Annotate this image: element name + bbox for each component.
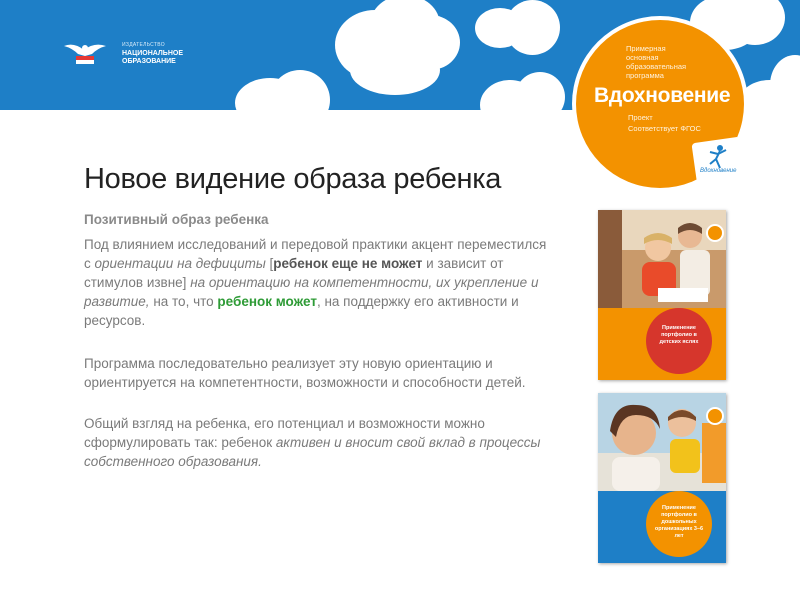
cloud-decoration [515, 72, 565, 110]
text-span: и зависит от стимулов извне] [84, 256, 504, 290]
text-span: Под влиянием исследований и передовой практики акцент переместился с [84, 237, 547, 271]
highlight-text: ребенок может [217, 294, 317, 309]
book-cover [598, 210, 726, 380]
badge-line: программа [626, 71, 664, 80]
cloud-decoration [270, 70, 330, 110]
cloud-decoration [350, 45, 440, 95]
logo-name [122, 50, 202, 66]
badge-line: основная [626, 53, 659, 62]
badge-line: образовательная [626, 62, 687, 71]
program-badge [576, 20, 744, 188]
logo-line: ОБРАЗОВАНИЕ [122, 58, 176, 65]
cloud-decoration [505, 0, 560, 55]
badge-subtext [628, 112, 728, 134]
badge-top-text [626, 44, 726, 80]
book-cover [598, 393, 726, 563]
badge-title: Вдохновение [594, 84, 731, 107]
paragraph-1 [84, 235, 554, 330]
slide-title: Новое видение образа ребенка [84, 163, 502, 195]
publisher-dot-icon [706, 407, 724, 425]
logo-line: НАЦИОНАЛЬНОЕ [122, 50, 184, 57]
bold-text: ребенок еще не может [273, 256, 423, 271]
badge-line: Соответствует ФГОС [628, 124, 701, 133]
paragraph-2: Программа последовательно реализует эту новую ориентацию и ориентируется на компетентности, возможности и способности детей. [84, 356, 526, 390]
text-span: Общий взгляд на ребенка, его потенциал и возможности можно сформулировать так: ребенок [84, 416, 485, 450]
paragraph-3 [84, 414, 554, 471]
jumping-figure-icon [706, 144, 728, 170]
logo-caption: ИЗДАТЕЛЬСТВО [122, 42, 165, 48]
badge-line: Проект [628, 113, 653, 122]
publisher-logo [62, 38, 202, 72]
text-span: на то, что [149, 294, 218, 309]
children-photo [598, 393, 726, 491]
bird-logo-icon [62, 40, 108, 68]
italic-text: на ориентацию на компетентности, их укрепление и развитие, [84, 275, 539, 309]
italic-text: ориентации на дефициты [94, 256, 266, 271]
text-span: , на поддержку его активности и ресурсов. [84, 294, 519, 328]
badge-line: Примерная [626, 44, 666, 53]
slide-subtitle: Позитивный образ ребенка [84, 212, 269, 227]
badge-signature: Вдохновение [700, 168, 737, 174]
publisher-dot-icon [706, 224, 724, 242]
children-photo [598, 210, 726, 308]
italic-text: активен и вносит свой вклад в процессы собственного образования. [84, 435, 541, 469]
text-span: [ [265, 256, 274, 271]
book-title: Применение портфолио в дошкольных организациях 3–6 лет [654, 505, 704, 539]
book-title: Применение портфолио в детских яслях [659, 325, 699, 345]
